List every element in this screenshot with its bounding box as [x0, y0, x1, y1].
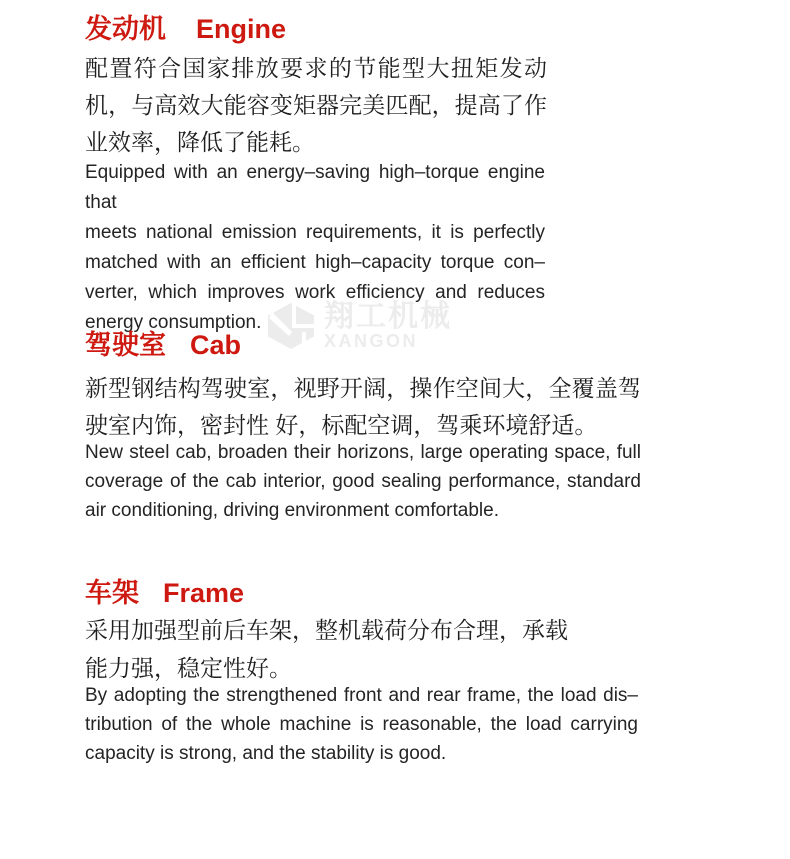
- frame-paragraph-en: [85, 681, 638, 768]
- text-line: 业效率，降低了能耗。: [85, 129, 315, 155]
- engine-title-en: Engine: [196, 14, 287, 44]
- watermark-brand-en: XANGON: [324, 331, 419, 351]
- text-line: energy consumption.: [85, 312, 262, 333]
- frame-title-en: Frame: [163, 578, 245, 608]
- text-line: air conditioning, driving environment comfortable.: [85, 500, 499, 521]
- cab-title-en: Cab: [190, 330, 242, 360]
- text-line: 新型钢结构驾驶室，视野开阔，操作空间大，全覆盖驾: [85, 375, 641, 401]
- text-line: matched with an efficient high–capacity torque con–: [85, 252, 545, 273]
- cab-paragraph-cn: [85, 370, 641, 444]
- text-line: 驶室内饰，密封性 好，标配空调，驾乘环境舒适。: [85, 412, 598, 438]
- text-line: New steel cab, broaden their horizons, large operating space, full: [85, 442, 641, 463]
- cab-paragraph-en: [85, 438, 641, 525]
- text-line: capacity is strong, and the stability is good.: [85, 743, 447, 764]
- text-line: 机，与高效大能容变矩器完美匹配，提高了作: [85, 92, 547, 118]
- text-line: meets national emission requirements, it is perfectly: [85, 222, 545, 243]
- text-line: 采用加强型前后车架，整机载荷分布合理，承载: [85, 617, 568, 643]
- text-line: tribution of the whole machine is reasonable, the load carrying: [85, 714, 638, 735]
- text-line: Equipped with an energy–saving high–torque engine that: [85, 162, 545, 213]
- engine-paragraph-en: [85, 158, 545, 338]
- text-line: By adopting the strengthened front and rear frame, the load dis–: [85, 685, 638, 706]
- section-heading-frame: [85, 577, 244, 609]
- text-line: 配置符合国家排放要求的节能型大扭矩发动: [85, 55, 547, 81]
- watermark-brand-cn: 翔工机械: [324, 300, 452, 333]
- cab-title-cn: 驾驶室: [85, 330, 166, 360]
- text-line: coverage of the cab interior, good sealing performance, standard: [85, 471, 641, 492]
- text-line: verter, which improves work efficiency and reduces: [85, 282, 545, 303]
- section-heading-cab: [85, 329, 241, 361]
- text-line: 能力强，稳定性好。: [85, 655, 292, 681]
- frame-paragraph-cn: [85, 611, 641, 687]
- engine-title-cn: 发动机: [85, 14, 166, 44]
- frame-title-cn: 车架: [85, 578, 139, 608]
- section-heading-engine: [85, 13, 286, 45]
- engine-paragraph-cn: [85, 50, 547, 161]
